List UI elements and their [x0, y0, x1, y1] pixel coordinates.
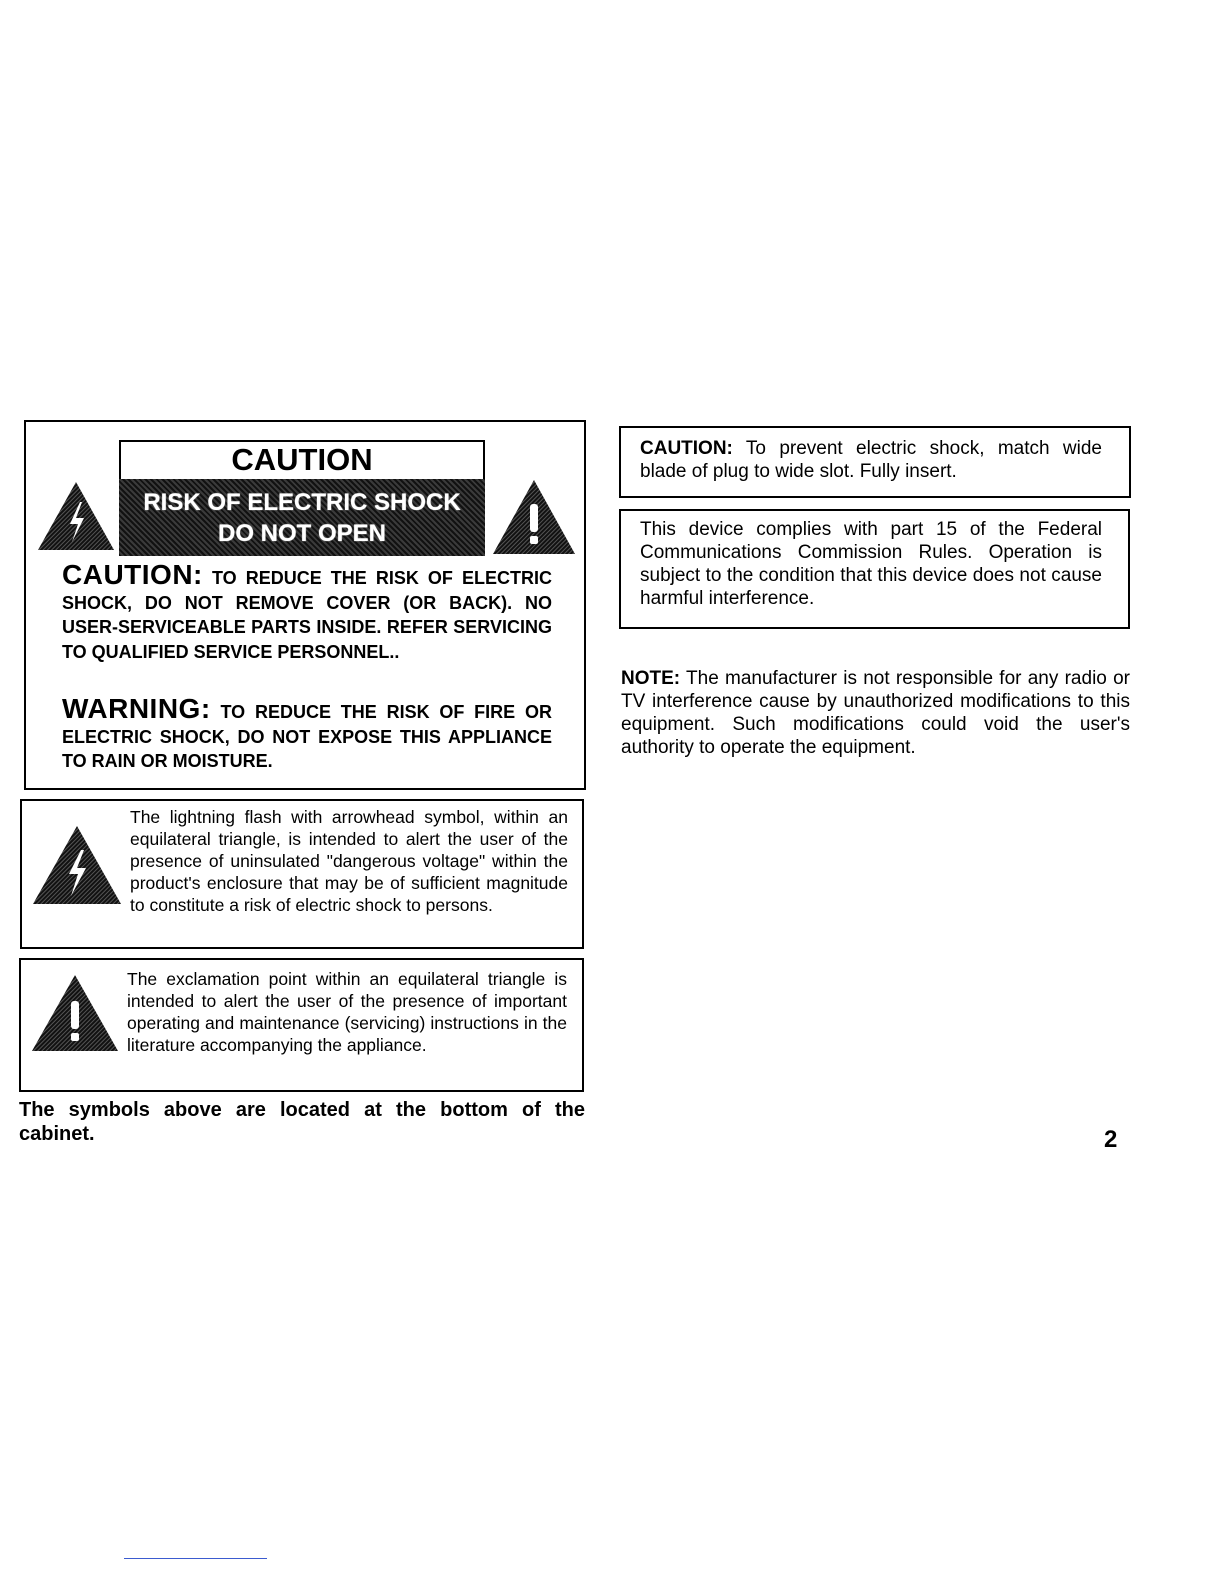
- warning-body: TO REDUCE THE RISK OF FIRE OR ELECTRIC SHOCK, DO NOT EXPOSE THIS APPLIANCE TO RAIN OR MOISTURE.: [62, 702, 552, 771]
- lightning-symbol-text: The lightning flash with arrowhead symbol, within an equilateral triangle, is intended to alert the user of the presence of uninsulated "dangerous voltage" within the product's enclosure that may be of sufficient magnitude to constitute a risk of electric shock to persons.: [130, 807, 568, 915]
- interference-note: [621, 667, 1130, 759]
- caution-body: TO REDUCE THE RISK OF ELECTRIC SHOCK, DO NOT REMOVE COVER (OR BACK). NO USER-SERVICEABLE PARTS INSIDE. REFER SERVICING TO QUALIFIED SERVICE PERSONNEL..: [62, 568, 552, 662]
- caution-heading: CAUTION:: [62, 559, 203, 590]
- caution-paragraph: [62, 559, 552, 664]
- warning-heading: WARNING:: [62, 693, 211, 724]
- label-line-risk: RISK OF ELECTRIC SHOCK: [143, 489, 461, 516]
- exclamation-triangle-icon: [491, 478, 577, 556]
- note-heading: NOTE:: [621, 668, 681, 689]
- exclamation-triangle-icon: [30, 973, 120, 1053]
- footer-rule: [124, 1558, 267, 1559]
- page-number: 2: [1104, 1126, 1118, 1153]
- symbols-location-note: The symbols above are located at the bottom of the cabinet.: [19, 1099, 585, 1145]
- lightning-triangle-icon: [31, 824, 123, 906]
- label-line-do-not-open: DO NOT OPEN: [217, 520, 386, 547]
- label-shock-banner: [119, 479, 485, 556]
- fcc-compliance-text: This device complies with part 15 of the Federal Communications Commission Rules. Operation is subject to the condition that this device does not cause harmful interference.: [640, 519, 1102, 609]
- lightning-triangle-icon: [36, 480, 116, 552]
- note-body: The manufacturer is not responsible for any radio or TV interference cause by unauthorized modifications to this equipment. Such modifications could void the user's authority to operate the equipment.: [621, 668, 1131, 758]
- plug-caution-body: To prevent electric shock, match wide blade of plug to wide slot. Fully insert.: [640, 438, 1103, 482]
- warning-paragraph: [62, 693, 552, 774]
- plug-caution-heading: CAUTION:: [640, 438, 733, 459]
- exclamation-symbol-text: The exclamation point within an equilateral triangle is intended to alert the user of the presence of important operating and maintenance (servicing) instructions in the literature accompanying the appliance.: [127, 969, 567, 1055]
- plug-caution-text: [640, 437, 1102, 483]
- label-title: CAUTION: [119, 440, 485, 479]
